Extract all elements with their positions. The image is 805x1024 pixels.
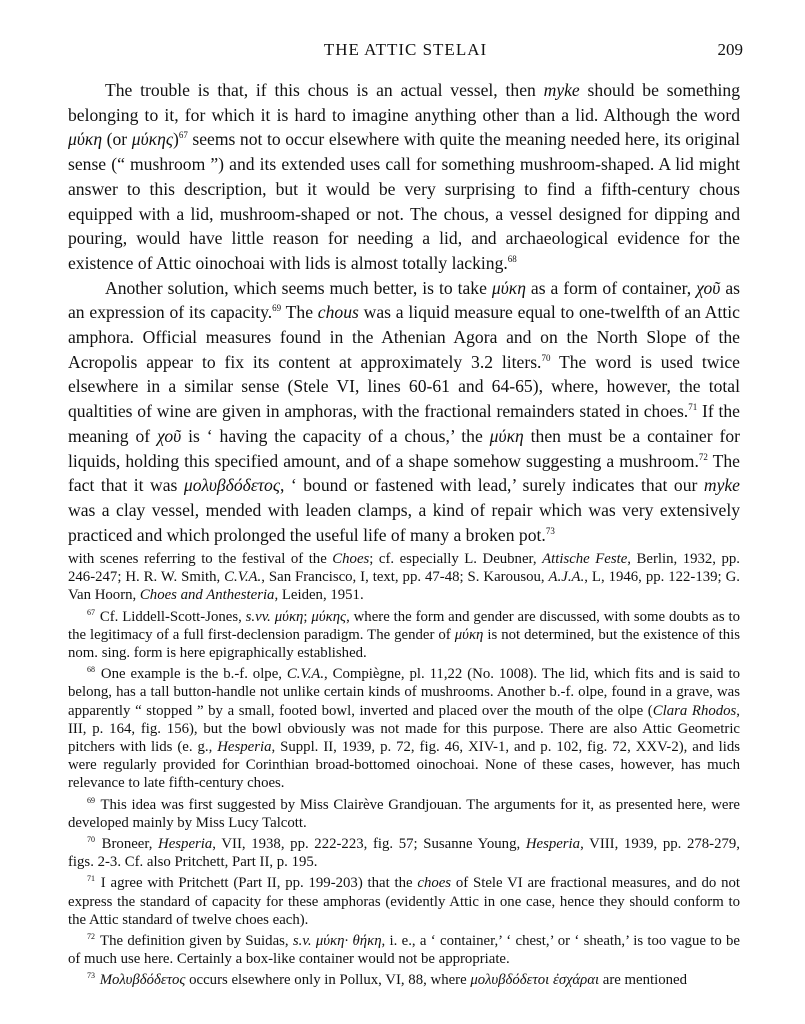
footnote-69 <box>68 796 740 832</box>
text-run: , i. e., a ‘ container,’ ‘ chest,’ or ‘ sheath,’ is too vague to be of much use here. Certainly a box-like container would not be appropriate. <box>68 933 740 968</box>
text-run: are mentioned <box>599 972 687 989</box>
italic-term: myke <box>543 80 580 100</box>
italic-term: Attische Feste <box>542 551 628 567</box>
text-run: occurs elsewhere only in Pollux, VI, 88, where <box>185 972 471 989</box>
text-run: One example is the b.-f. olpe, <box>96 666 287 683</box>
running-title: THE ATTIC STELAI <box>323 40 488 59</box>
text-run: of Stele VI are fractional measures, and do not express the standard of capacity for these amphoras (evidently Attic in one case, hence they should conform to the Attic standard of twelve choes each). <box>68 875 740 928</box>
text-run: The fact that it was <box>68 450 740 496</box>
text-run: This idea was first suggested by Miss Clairève Grandjouan. The arguments for it, as presented here, were developed mainly by Miss Lucy Talcott. <box>68 796 740 831</box>
text-run: as an expression of its capacity. <box>68 277 740 323</box>
paragraph-1 <box>68 78 740 276</box>
running-head <box>68 40 743 64</box>
text-run: , L, 1946, pp. 122-139; G. Van Hoorn, <box>68 569 740 604</box>
greek-word: μύκη <box>489 425 524 446</box>
text-run: , Berlin, 1932, pp. 246-247; H. R. W. Smith, <box>68 551 740 586</box>
italic-term: Clara Rhodos <box>652 702 737 719</box>
footnote-continuation <box>68 550 740 605</box>
page-number: 209 <box>717 40 743 59</box>
footnote-72 <box>68 932 740 968</box>
italic-term: choes <box>417 875 452 892</box>
text-run: ; <box>303 608 312 625</box>
text-run: Broneer, <box>96 836 159 853</box>
text-run: Cf. Liddell-Scott-Jones, <box>96 608 246 625</box>
greek-word: μύκη <box>270 608 304 625</box>
greek-word: μύκη· θήκη <box>311 933 382 950</box>
greek-word: Μολυβδόδετος <box>96 972 186 989</box>
text-run: ; cf. especially L. Deubner, <box>369 551 543 567</box>
footnote-71 <box>68 874 740 929</box>
text-run: seems not to occur elsewhere with quite the meaning needed here, its original sense (“ mushroom ”) and its extended uses call for something mushroom-shaped. A lid might answer to this description, but it would be very surprising to find a fifth-century chous equipped with a lid, mushroom-shaped or not. The chous, a vessel designed for dipping and pouring, would have little reason for needing a lid, and archaeological evidence for the existence of Attic oinochoai with lids is almost totally lacking. <box>68 129 740 273</box>
greek-word: χοῦ <box>157 425 182 446</box>
text-run: , ‘ bound or fastened with lead,’ surely indicates that our <box>279 475 704 496</box>
greek-word: μύκης <box>311 608 347 625</box>
footnote-ref-68[interactable]: 68 <box>507 253 517 264</box>
footnote-67 <box>68 608 740 663</box>
footnote-70 <box>68 835 740 871</box>
greek-word: μολυβδόδετος <box>183 475 280 496</box>
text-run: was a liquid measure equal to one-twelfth of an Attic amphora. Official measures found in the Athenian Agora and on the North Slope of the Acropolis appear to fix its content at approximately 3.2 liters. <box>68 302 740 372</box>
text-run: The trouble is that, if this chous is an actual vessel, then <box>105 80 544 100</box>
text-run: The <box>281 302 318 323</box>
text-run: is not determined, but the existence of this nom. sing. form is here epigraphically established. <box>68 626 740 662</box>
italic-term: Hesperia <box>217 739 272 756</box>
greek-word: μολυβδόδετοι ἐσχάραι <box>470 972 600 989</box>
text-run: , where the form and gender are discussed, with some doubts as to the legitimacy of a full first-declension paradigm. The gender of <box>68 608 740 643</box>
text-run: is ‘ having the capacity of a chous,’ the <box>181 425 490 446</box>
text-run: , Suppl. II, 1939, p. 72, fig. 46, XIV-1, and p. 102, fig. 72, XXV-2), and lids were regularly provided for Corinthian broad-bottomed oinochoai. None of these cases, however, has much relevance to late fifth-century choes. <box>68 739 740 792</box>
footnote-ref-70[interactable]: 70 <box>541 352 551 363</box>
text-run: , VIII, 1939, pp. 278-279, figs. 2-3. Cf. also Pritchett, Part II, p. 195. <box>68 836 741 871</box>
footnote-73 <box>68 971 740 989</box>
body-text <box>68 78 740 547</box>
text-run: then must be a container for liquids, holding this specified amount, and of a shape somehow suggesting a mushroom. <box>68 425 740 471</box>
text-run: ) <box>172 129 179 150</box>
footnote-number: 70 <box>87 835 95 845</box>
italic-term: Hesperia <box>525 836 581 853</box>
italic-term: s.v. <box>292 933 312 950</box>
text-run: , San Francisco, I, text, pp. 47-48; S. Karousou, <box>261 569 549 586</box>
greek-word: μύκη <box>454 626 484 643</box>
footnote-number: 68 <box>87 665 95 675</box>
footnote-number: 72 <box>87 932 95 942</box>
greek-word: χοῦ <box>696 277 721 298</box>
text-run: Another solution, which seems much better, is to take <box>105 277 492 298</box>
italic-term: Choes <box>332 551 370 567</box>
italic-term: chous <box>317 302 359 323</box>
text-run: The word is used twice elsewhere in a similar sense (Stele VI, lines 60-61 and 64-65), where, however, the total qualtities of wine are given in amphoras, with the fractional remainders stated in choes. <box>68 351 740 422</box>
footnote-68 <box>68 665 740 792</box>
footnote-number: 71 <box>87 874 95 884</box>
text-run: , III, p. 164, fig. 156), but the bowl obviously was not made for this purpose. There are also Attic Geometric pitchers with lids (e. g., <box>68 702 740 756</box>
text-run: , Compiègne, pl. 11,22 (No. 1008). The lid, which fits and is said to belong, has a tall button-handle not unlike certain kinds of mushrooms. Another b.-f. olpe, found in a grave, was apparently “ stopped ” by a small, footed bowl, inverted and placed over the mouth of the olpe ( <box>68 666 740 719</box>
text-run: I agree with Pritchett (Part II, pp. 199-203) that the <box>96 875 418 892</box>
text-run: , VII, 1938, pp. 222-223, fig. 57; Susanne Young, <box>212 836 526 853</box>
italic-term: Hesperia <box>158 836 213 853</box>
text-run: (or <box>102 129 132 150</box>
text-run: If the meaning of <box>68 401 740 446</box>
text-run: should be something belonging to it, for which it is hard to imagine anything other than a lid. Although the word <box>68 80 740 125</box>
text-run: The definition given by Suidas, <box>96 933 293 950</box>
footnote-number: 69 <box>87 795 95 805</box>
greek-word: μύκης <box>131 129 173 150</box>
text-run: as a form of container, <box>525 277 697 298</box>
greek-word: μύκη <box>68 129 103 150</box>
footnote-ref-71[interactable]: 71 <box>688 402 698 413</box>
text-run: was a clay vessel, mended with leaden clamps, a kind of repair which was very extensively practiced and which prolonged the useful life of many a broken pot. <box>68 499 740 545</box>
footnote-ref-72[interactable]: 72 <box>698 451 708 462</box>
footnote-ref-73[interactable]: 73 <box>545 525 555 536</box>
footnotes <box>68 550 740 993</box>
footnote-ref-69[interactable]: 69 <box>272 303 282 314</box>
text-run: with scenes referring to the festival of the <box>68 551 333 567</box>
italic-term: s.vv. <box>245 608 271 625</box>
footnote-number: 67 <box>87 607 95 617</box>
italic-term: A.J.A. <box>548 569 585 586</box>
greek-word: μύκη <box>491 277 526 298</box>
paragraph-2 <box>68 276 740 548</box>
italic-term: C.V.A. <box>286 666 325 683</box>
footnote-number: 73 <box>87 971 95 981</box>
text-run: , Leiden, 1951. <box>274 587 364 604</box>
footnote-ref-67[interactable]: 67 <box>178 130 188 141</box>
italic-term: C.V.A. <box>224 569 262 586</box>
italic-term: Choes and Anthesteria <box>139 587 275 604</box>
italic-term: myke <box>703 475 740 496</box>
